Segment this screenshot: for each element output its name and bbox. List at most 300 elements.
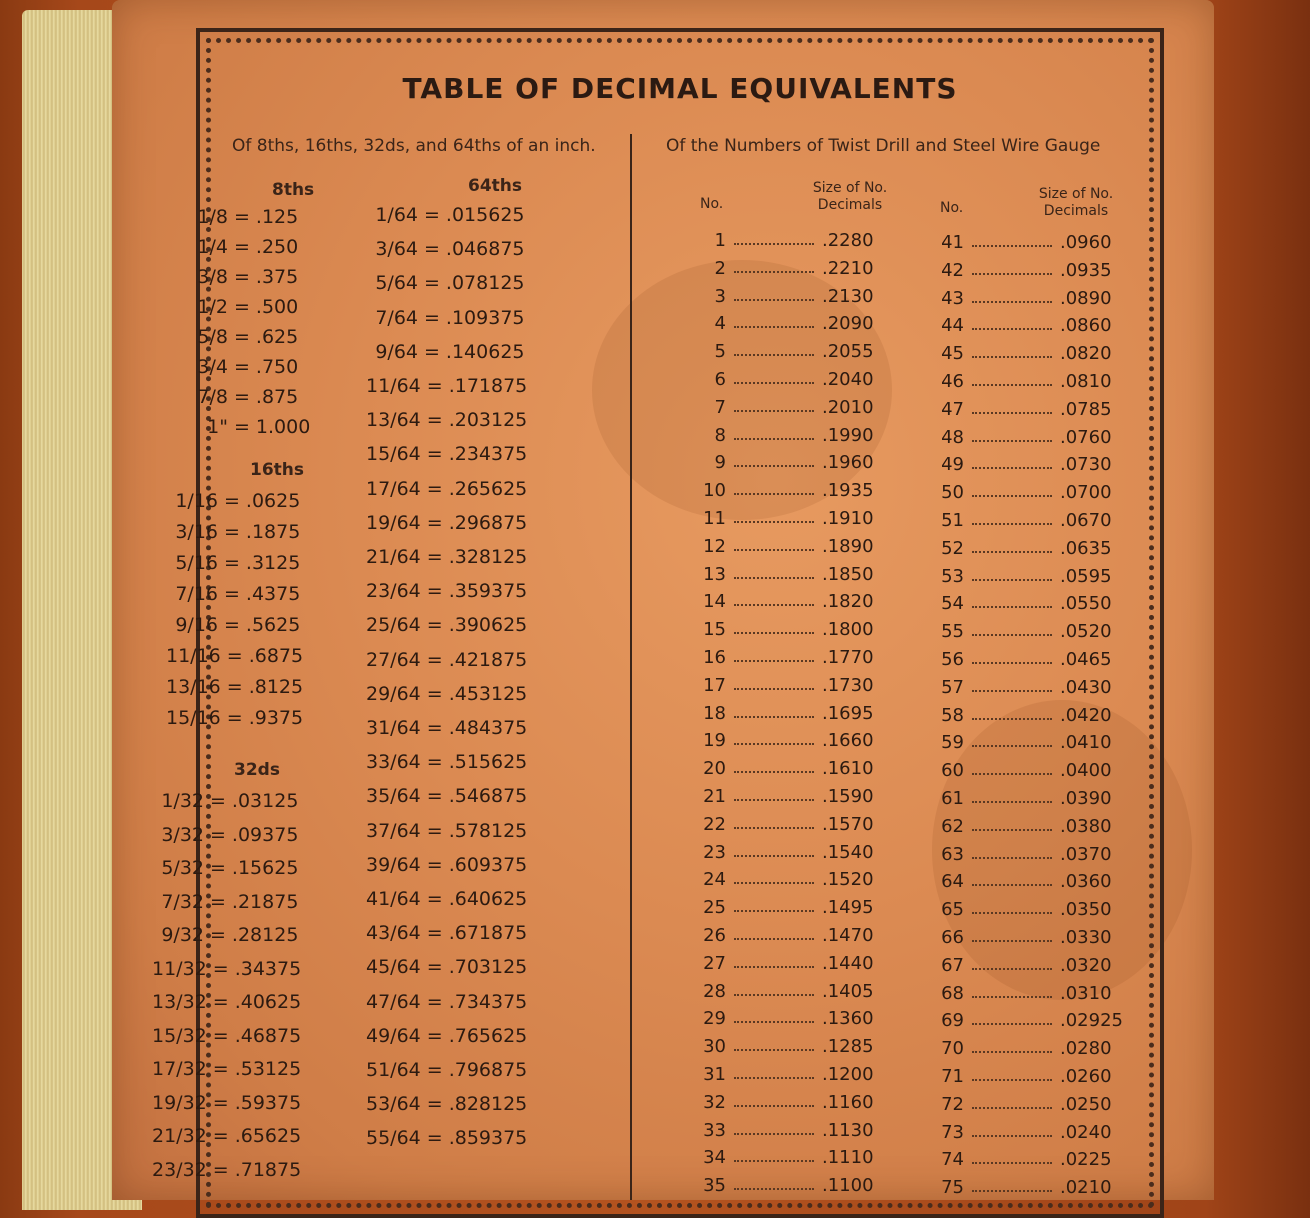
gauge-number: 66 [941,927,964,948]
gauge-row [692,452,882,473]
dot-leader [734,793,814,801]
gauge-decimal: .1990 [822,424,874,446]
equals-sign: = [234,356,250,378]
decimal-value: .359375 [448,580,528,603]
gauge-number: 28 [703,980,726,1002]
dot-leader [734,821,814,829]
gauge-decimal: .0810 [1060,371,1112,392]
gauge-decimal: .0430 [1060,676,1112,698]
gauge-decimal: .0310 [1060,982,1112,1004]
gauge-row [930,260,1120,281]
equals-sign: = [426,1093,443,1116]
gauge-number: 72 [941,1093,964,1115]
gauge-row [692,564,882,585]
gauge-number: 14 [703,591,726,613]
fraction-label: 3/4 [197,356,228,378]
gauge-decimal: .0360 [1060,871,1112,893]
gauge-number: 35 [703,1175,726,1197]
dot-leader [734,737,814,745]
gauge-row [692,814,882,835]
decimal-value: .59375 [234,1091,302,1114]
fraction-label: 17/32 [152,1058,207,1080]
dot-leader [734,293,814,301]
fraction-row [152,1058,301,1080]
fraction-row [366,307,525,329]
gauge-decimal: .0960 [1060,232,1112,253]
dot-leader [972,712,1052,720]
fraction-label: 9/32 [161,924,204,946]
fraction-label: 13/16 [166,676,221,698]
dot-leader [734,1182,814,1190]
fraction-label: 35/64 [366,785,421,808]
equals-sign: = [234,236,250,258]
gauge-row [692,1147,882,1168]
gauge-row [930,899,1120,920]
gauge-row [692,925,882,946]
gauge-size-header-line2: Decimals [817,197,883,213]
gauge-row [692,1120,882,1141]
fraction-row [152,924,298,946]
dot-leader [734,237,814,245]
fraction-row [166,676,303,698]
decimal-value: .609375 [448,853,528,876]
fraction-label: 51/64 [366,1059,421,1081]
dot-leader [734,404,814,412]
fraction-row [366,922,527,944]
decimal-value: .515625 [448,751,528,774]
dot-leader [972,600,1052,608]
gauge-row [692,230,882,251]
gauge-size-header-right [1016,186,1136,220]
gauge-row [930,816,1120,837]
dot-leader [972,851,1052,859]
gauge-decimal: .0860 [1060,315,1112,337]
fraction-row [366,991,527,1013]
column-divider [630,134,632,1200]
decimal-value: .171875 [448,375,528,397]
gauge-number: 27 [703,952,726,974]
gauge-row [930,371,1120,392]
gauge-number: 74 [941,1149,964,1171]
gauge-number: 33 [703,1119,726,1141]
fraction-row [366,272,525,294]
decimal-value: .34375 [234,957,302,980]
fraction-label: 45/64 [366,956,421,979]
gauge-row [692,675,882,696]
dot-leader [734,626,814,634]
decimal-value: .46875 [234,1024,302,1047]
dot-leader [734,432,814,440]
fraction-label: 33/64 [366,751,421,774]
fraction-row [366,888,527,910]
dot-leader [972,322,1052,330]
gauge-number: 32 [703,1091,726,1113]
fraction-label: 11/32 [152,957,207,980]
fraction-row [366,820,527,842]
gauge-row [692,1064,882,1085]
gauge-row [930,649,1120,670]
equals-sign: = [224,490,240,512]
gauge-row [692,981,882,1002]
fraction-label: 37/64 [366,819,421,842]
fraction-row [152,1159,301,1181]
equals-sign: = [224,552,240,574]
equals-sign: = [426,922,443,945]
dot-leader [972,990,1052,998]
gauge-decimal: .1520 [822,869,874,891]
decimal-value: .078125 [445,272,525,295]
fraction-row [152,1092,301,1114]
gauge-number: 56 [941,649,964,670]
fraction-label: 13/64 [366,409,421,432]
decimal-value: .03125 [231,790,299,812]
gauge-row [692,313,882,334]
equals-sign: = [234,416,250,438]
gauge-number: 61 [941,788,964,809]
decimal-value: .703125 [448,956,528,979]
gauge-decimal: .1160 [822,1091,874,1113]
fraction-row [366,580,527,602]
fraction-row [152,991,301,1013]
gauge-number: 12 [703,535,726,557]
gauge-row [930,788,1120,809]
gauge-number: 13 [703,563,726,585]
gauge-decimal: .02925 [1060,1010,1123,1032]
decimal-value: .578125 [448,819,528,842]
fraction-label: 1/16 [175,490,218,512]
decimal-value: .328125 [448,546,528,568]
gauge-number: 51 [941,510,964,531]
equals-sign: = [226,645,243,667]
gauge-row [692,286,882,307]
dot-leader [734,265,814,273]
gauge-row [692,730,882,751]
gauge-number: 3 [714,285,726,307]
gauge-decimal: .0250 [1060,1093,1112,1115]
gauge-size-header-line2: Decimals [1043,203,1109,219]
gauge-no-header-right: No. [940,200,964,216]
gauge-number: 42 [941,259,964,281]
fraction-label: 13/32 [152,991,207,1013]
fraction-label: 39/64 [366,853,421,876]
fraction-row [152,857,298,879]
fraction-row [176,386,298,408]
gauge-number: 44 [941,315,964,337]
decimal-value: .484375 [448,717,528,739]
gauge-row [930,1010,1123,1031]
gauge-number: 69 [941,1010,964,1032]
gauge-row [692,369,882,390]
decimal-value: .875 [255,386,299,408]
gauge-number: 26 [703,925,726,946]
gauge-decimal: .1590 [822,786,874,807]
gauge-no-header-left: No. [700,196,724,212]
fraction-label: 15/64 [366,443,421,466]
gauge-row [930,621,1120,642]
dot-leader [972,628,1052,636]
decimal-value: .3125 [245,552,301,574]
gauge-decimal: .1660 [822,730,874,752]
dot-leader [972,684,1052,692]
equals-sign: = [210,857,226,879]
gauge-decimal: .0410 [1060,732,1112,754]
decimal-value: .1875 [245,521,301,543]
gauge-number: 15 [703,619,726,641]
dot-leader [972,1045,1052,1053]
fraction-row [366,649,527,671]
equals-sign: = [226,707,243,729]
gauge-number: 1 [714,230,726,251]
gauge-number: 52 [941,537,964,559]
gauge-decimal: .0465 [1060,649,1112,670]
dot-leader [734,1099,814,1107]
decimal-value: .015625 [445,204,525,226]
decimal-value: .796875 [448,1059,528,1081]
gauge-decimal: .0400 [1060,760,1112,782]
gauge-number: 73 [941,1121,964,1143]
gauge-decimal: .0370 [1060,843,1112,865]
fraction-row [152,824,298,846]
fraction-label: 1/64 [375,204,418,226]
decimal-value: 1.000 [255,416,311,438]
dot-leader [734,515,814,523]
equals-sign: = [426,477,443,500]
equals-sign: = [234,386,250,408]
gauge-number: 23 [703,841,726,863]
fraction-label: 21/32 [152,1125,207,1147]
fraction-row [366,751,527,773]
fraction-row [176,266,298,288]
equals-sign: = [426,580,443,603]
dot-leader [972,295,1052,303]
gauge-decimal: .0330 [1060,927,1112,948]
equals-sign: = [426,717,443,739]
dot-leader [972,962,1052,970]
equals-sign: = [424,340,440,363]
gauge-number: 55 [941,621,964,643]
equals-sign: = [234,206,250,228]
fraction-row [166,583,300,605]
fraction-row [176,236,298,258]
dot-leader [734,765,814,773]
gauge-decimal: .2280 [822,230,874,251]
gauge-number: 68 [941,982,964,1004]
decimal-value: .265625 [448,477,528,500]
gauge-number: 6 [714,369,726,390]
dot-leader [734,988,814,996]
fraction-label: 21/64 [366,546,421,568]
gauge-number: 18 [703,702,726,724]
equals-sign: = [426,682,443,705]
equals-sign: = [212,1125,229,1147]
gauge-number: 7 [714,396,726,418]
gauge-decimal: .1540 [822,841,874,863]
gauge-number: 75 [941,1177,964,1199]
gauge-number: 46 [941,371,964,392]
gauge-decimal: .0670 [1060,510,1112,531]
gauge-row [930,871,1120,892]
gauge-number: 4 [714,313,726,335]
gauge-number: 11 [703,508,726,529]
fraction-row [152,1125,301,1147]
fraction-label: 23/64 [366,580,421,603]
equals-sign: = [424,306,440,329]
gauge-row [930,927,1120,948]
fraction-row [152,891,298,913]
fraction-label: 19/64 [366,511,421,534]
decimal-value: .09375 [231,823,299,846]
decimal-value: .203125 [448,409,528,432]
gauge-number: 71 [941,1066,964,1087]
gauge-number: 50 [941,482,964,504]
gauge-number: 48 [941,426,964,448]
equals-sign: = [212,991,229,1013]
fraction-row [366,238,525,260]
decimal-value: .5625 [245,614,301,636]
gauge-decimal: .2040 [822,369,874,390]
fraction-row [366,204,525,226]
gauge-decimal: .1130 [822,1119,874,1141]
dot-leader [734,348,814,356]
gauge-number: 65 [941,899,964,921]
fraction-label: 5/8 [197,326,228,348]
gauge-decimal: .0785 [1060,398,1112,420]
decimal-value: .9375 [248,707,304,729]
fraction-label: 7/32 [161,890,204,913]
equals-sign: = [426,1059,443,1081]
decimal-value: .4375 [245,583,301,605]
fraction-row [166,707,303,729]
gauge-row [930,593,1120,614]
gauge-row [692,341,882,362]
dot-leader [734,682,814,690]
fraction-label: 41/64 [366,888,421,910]
dot-leader [734,960,814,968]
gauge-decimal: .1935 [822,480,874,502]
fraction-label: 31/64 [366,717,421,739]
dot-leader [972,434,1052,442]
gauge-decimal: .1610 [822,758,874,780]
gauge-row [930,1122,1120,1143]
gauge-row [692,897,882,918]
fraction-label: 5/32 [161,857,204,879]
fraction-label: 1/2 [197,296,228,318]
dot-leader [972,489,1052,497]
decimal-value: .859375 [448,1127,528,1150]
equals-sign: = [426,1127,443,1150]
dot-leader [734,710,814,718]
gauge-decimal: .1470 [822,925,874,946]
gauge-row [930,705,1120,726]
fraction-label: 7/64 [375,306,418,329]
gauge-row [930,732,1120,753]
gauge-decimal: .1695 [822,702,874,724]
dot-leader [972,739,1052,747]
dot-leader [734,876,814,884]
gauge-row [930,482,1120,503]
gauge-number: 20 [703,758,726,780]
equals-sign: = [210,823,226,846]
decimal-value: .0625 [245,490,301,512]
decimal-value: .500 [255,296,299,318]
decimal-value: .140625 [445,340,525,363]
equals-sign: = [234,296,250,318]
gauge-decimal: .1730 [822,674,874,696]
gauge-number: 8 [714,424,726,446]
gauge-decimal: .0730 [1060,454,1112,476]
fraction-label: 1/8 [197,206,228,228]
fraction-label: 15/16 [166,707,221,729]
fraction-label: 5/64 [375,272,418,295]
gauge-decimal: .0420 [1060,704,1112,726]
fraction-label: 43/64 [366,922,421,945]
equals-sign: = [424,204,440,226]
fraction-row [366,546,527,568]
gauge-row [930,1094,1120,1115]
fraction-label: 1/32 [161,790,204,812]
fraction-label: 29/64 [366,682,421,705]
fraction-label: 17/64 [366,477,421,500]
dot-leader [734,932,814,940]
fraction-label: 3/32 [161,823,204,846]
gauge-decimal: .0240 [1060,1121,1112,1143]
gauge-number: 53 [941,565,964,587]
fraction-label: 3/64 [375,238,418,261]
decimal-value: .828125 [448,1093,528,1116]
fraction-label: 7/8 [197,386,228,408]
gauge-number: 70 [941,1038,964,1060]
fraction-row [176,206,298,228]
equals-sign: = [426,443,443,466]
gauge-decimal: .1110 [822,1147,874,1169]
fraction-label: 53/64 [366,1093,421,1116]
page-title: TABLE OF DECIMAL EQUIVALENTS [402,72,958,105]
decimal-value: .234375 [448,443,528,466]
equals-sign: = [234,266,250,288]
dot-leader [734,1015,814,1023]
decimal-value: .390625 [448,614,528,637]
gauge-number: 24 [703,869,726,891]
gauge-decimal: .1820 [822,591,874,613]
dot-leader [972,656,1052,664]
decimal-value: .421875 [448,648,528,671]
dot-leader [972,378,1052,386]
gauge-row [692,1008,882,1029]
gauge-number: 16 [703,647,726,668]
gauge-number: 2 [714,257,726,279]
equals-sign: = [212,1091,229,1114]
decimal-value: .28125 [231,924,299,946]
equals-sign: = [212,1024,229,1047]
gauge-number: 10 [703,480,726,502]
dot-leader [972,795,1052,803]
decimal-value: .546875 [448,785,528,808]
gauge-decimal: .1960 [822,452,874,474]
gauge-number: 22 [703,813,726,835]
fraction-row [176,356,298,378]
equals-sign: = [212,1158,229,1181]
dot-leader [734,543,814,551]
fraction-row [176,416,310,438]
fraction-label: 7/16 [175,583,218,605]
gauge-row [930,288,1120,309]
dot-leader [972,906,1052,914]
dot-leader [734,904,814,912]
fraction-label: 11/64 [366,375,421,397]
gauge-number: 54 [941,593,964,615]
dot-leader [734,1071,814,1079]
gauge-row [930,760,1120,781]
